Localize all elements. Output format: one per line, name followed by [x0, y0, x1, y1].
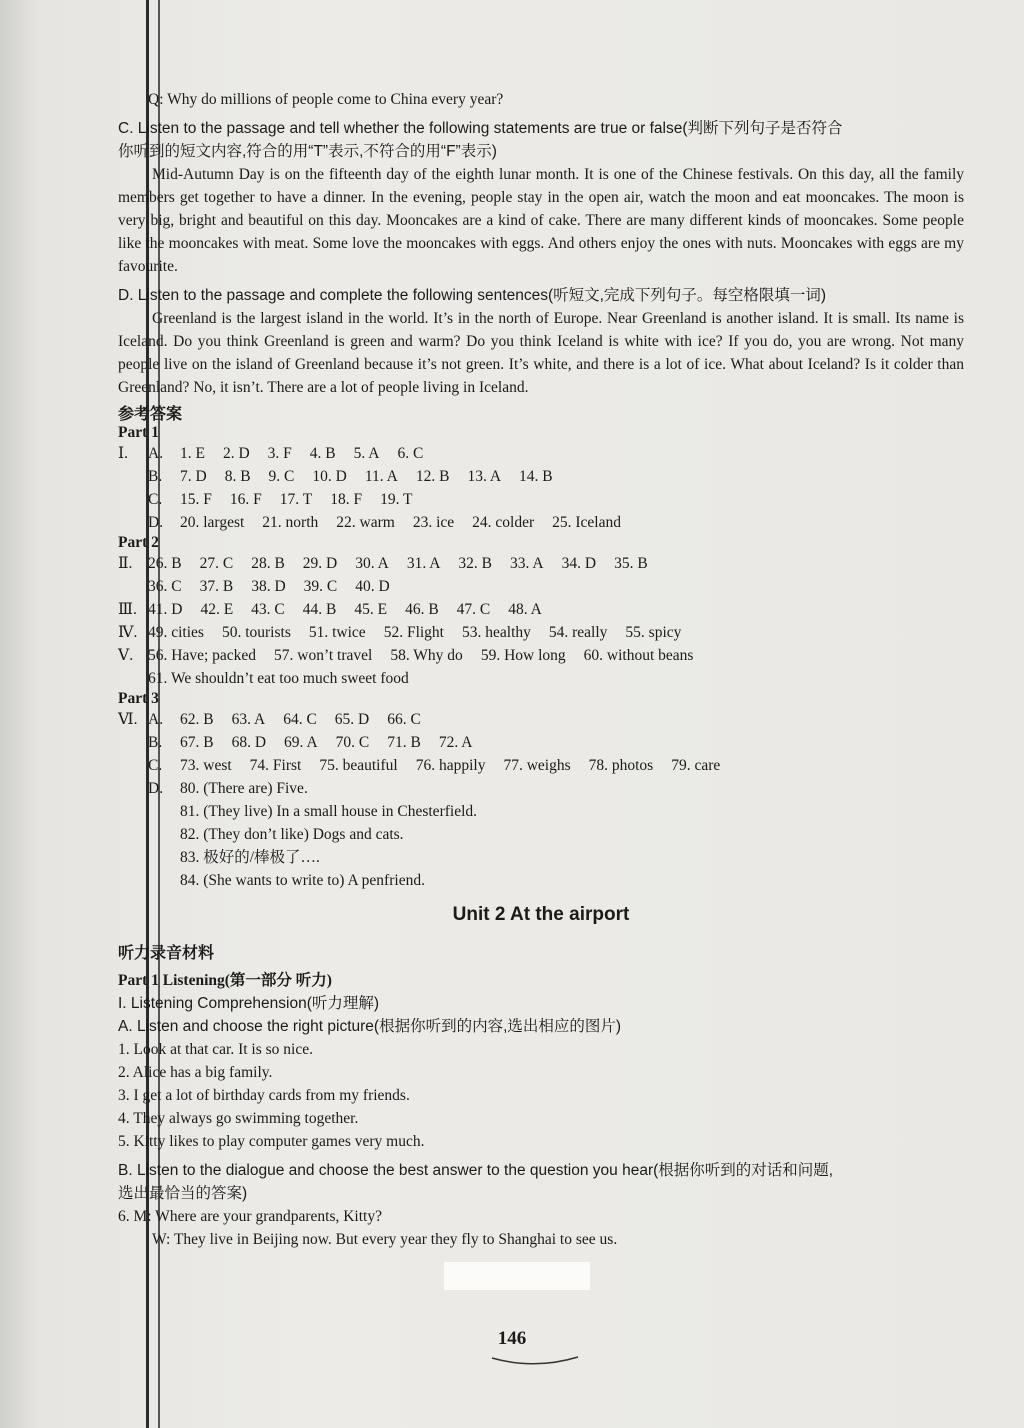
answer-item: 49. cities: [148, 624, 204, 641]
answer-item: 5. A: [353, 445, 380, 462]
answers-part-1: Part 1: [118, 424, 159, 441]
page-content: [118, 88, 964, 1251]
roman-label: Ⅱ.: [118, 555, 133, 572]
answer-row-I-C: [118, 488, 964, 511]
answer-item: 1. E: [180, 445, 205, 462]
dialogue-line-w: W: They live in Beijing now. But every year they fly to Shanghai to see us.: [152, 1231, 618, 1248]
answer-item: 9. C: [268, 468, 295, 485]
white-patch: [444, 1262, 590, 1290]
page-ornament-icon: [490, 1354, 580, 1368]
answer-item: 46. B: [405, 601, 439, 618]
answer-row-IV: [118, 621, 964, 644]
answer-item: 75. beautiful: [319, 757, 398, 774]
section-c-instruction-cont: 你听到的短文内容,符合的用“T”表示,不符合的用“F”表示): [118, 143, 497, 160]
answer-item: 53. healthy: [462, 624, 531, 641]
answer-row-V-2: [118, 667, 964, 690]
answer-item: 30. A: [355, 555, 389, 572]
answer-row-II-2: [118, 575, 964, 598]
answer-item: 23. ice: [412, 514, 455, 531]
answer-item: 68. D: [231, 734, 267, 751]
list-item: 5. Kitty likes to play computer games very much.: [118, 1133, 425, 1150]
answer-row-VI-C: [118, 754, 964, 777]
answer-item: 82. (They don’t like) Dogs and cats.: [180, 826, 404, 843]
answer-item: 25. Iceland: [552, 514, 621, 531]
answer-item: 21. north: [262, 514, 319, 531]
answer-item: 40. D: [355, 578, 390, 595]
answer-item: 56. Have; packed: [148, 647, 257, 664]
answer-item: 24. colder: [472, 514, 535, 531]
unit-title: Unit 2 At the airport: [452, 904, 630, 925]
answer-item: 54. really: [548, 624, 608, 641]
answers-heading: 参考答案: [118, 406, 183, 423]
section-c-instruction: C. Listen to the passage and tell whether the following statements are true or false(判断下列句子是否符合: [118, 120, 843, 137]
answer-item: 27. C: [199, 555, 234, 572]
answer-item: 73. west: [180, 757, 232, 774]
answer-item: 34. D: [561, 555, 597, 572]
answer-item: 28. B: [251, 555, 285, 572]
dialogue-line-m: 6. M: Where are your grandparents, Kitty?: [118, 1208, 382, 1225]
section-b-instruction: B. Listen to the dialogue and choose the best answer to the question you hear(根据你听到的对话和问题,: [118, 1162, 834, 1179]
answer-item: 74. First: [249, 757, 302, 774]
answer-item: 26. B: [148, 555, 182, 572]
answer-item: 62. B: [180, 711, 214, 728]
answer-item: 44. B: [302, 601, 337, 618]
answer-item: 66. C: [387, 711, 421, 728]
answer-item: 81. (They live) In a small house in Chesterfield.: [180, 803, 478, 820]
answer-item: 57. won’t travel: [274, 647, 373, 664]
answer-item: 19. T: [380, 491, 413, 508]
answer-item: 13. A: [467, 468, 502, 485]
answer-item: 48. A: [508, 601, 542, 618]
list-item: 3. I get a lot of birthday cards from my friends.: [118, 1087, 410, 1104]
answer-item: 63. A: [231, 711, 266, 728]
answer-item: 2. D: [222, 445, 250, 462]
roman-label: Ⅰ.: [118, 445, 128, 462]
answer-item: 10. D: [312, 468, 347, 485]
roman-label: Ⅲ.: [118, 601, 137, 618]
answer-row-VI-D-83: [118, 846, 964, 869]
answer-item: 22. warm: [336, 514, 395, 531]
answer-item: 59. How long: [480, 647, 566, 664]
answer-item: 43. C: [251, 601, 285, 618]
answer-item: 61. We shouldn’t eat too much sweet food: [148, 670, 409, 687]
answer-item: 31. A: [406, 555, 441, 572]
sub-label: D.: [148, 514, 164, 531]
answer-row-VI-A: [118, 708, 964, 731]
answer-item: 29. D: [302, 555, 338, 572]
answer-item: 41. D: [148, 601, 183, 618]
answer-item: 14. B: [519, 468, 553, 485]
list-item: 2. Alice has a big family.: [118, 1064, 273, 1081]
answer-item: 76. happily: [415, 757, 486, 774]
answer-item: 4. B: [309, 445, 336, 462]
answer-item: 36. C: [148, 578, 182, 595]
answer-item: 16. F: [229, 491, 262, 508]
section-d-passage: [118, 307, 964, 399]
answer-item: 7. D: [180, 468, 207, 485]
answer-item: 55. spicy: [625, 624, 682, 641]
part1-listening-heading: Part 1 Listening(第一部分 听力): [118, 972, 332, 989]
list-item: 1. Look at that car. It is so nice.: [118, 1041, 313, 1058]
answer-item: 6. C: [397, 445, 424, 462]
answer-item: 50. tourists: [221, 624, 291, 641]
answer-item: 12. B: [415, 468, 450, 485]
answer-item: 33. A: [510, 555, 544, 572]
answer-item: 35. B: [614, 555, 648, 572]
sub-label: A.: [148, 711, 164, 728]
answer-item: 8. B: [224, 468, 251, 485]
listening-materials-heading: 听力录音材料: [118, 945, 215, 962]
roman-label: Ⅴ.: [118, 647, 134, 664]
answer-item: 70. C: [335, 734, 370, 751]
roman-label: Ⅳ.: [118, 624, 138, 641]
sub-label: C.: [148, 757, 163, 774]
answer-item: 17. T: [279, 491, 313, 508]
answer-item: 45. E: [354, 601, 388, 618]
roman-label: Ⅵ.: [118, 711, 138, 728]
answer-row-VI-D-84: [118, 869, 964, 892]
answer-item: 64. C: [283, 711, 317, 728]
list-item: 4. They always go swimming together.: [118, 1110, 359, 1127]
sub-label: A.: [148, 445, 164, 462]
answer-row-VI-D-82: [118, 823, 964, 846]
listening-comprehension: I. Listening Comprehension(听力理解): [118, 995, 380, 1012]
answer-item: 37. B: [199, 578, 234, 595]
section-d-passage-text: Greenland is the largest island in the world. It’s in the north of Europe. Near Greenland is another island. It is small. Its name is Iceland. Do you think Greenland is green and warm? Do you think Iceland is white with ice? If you do, you are wrong. Not many people live on the island of Greenland because it’s not green. It’s white, and there is a lot of ice. What about Iceland? Is it colder than Greenland? No, it isn’t. There are a lot of people living in Iceland.: [118, 310, 964, 396]
answer-row-VI-B: [118, 731, 964, 754]
answer-item: 18. F: [330, 491, 363, 508]
answer-item: 69. A: [284, 734, 318, 751]
answer-item: 67. B: [180, 734, 214, 751]
answer-row-II-1: [118, 552, 964, 575]
answer-item: 47. C: [456, 601, 491, 618]
answer-item: 71. B: [387, 734, 421, 751]
section-d-instruction: D. Listen to the passage and complete the following sentences(听短文,完成下列句子。每空格限填一词): [118, 287, 827, 304]
answer-row-I-B: [118, 465, 964, 488]
sub-label: D.: [148, 780, 164, 797]
answer-row-VI-D-80: [118, 777, 964, 800]
answer-row-V-1: [118, 644, 964, 667]
answer-item: 79. care: [671, 757, 721, 774]
answer-item: 78. photos: [588, 757, 654, 774]
answer-row-VI-D-81: [118, 800, 964, 823]
answer-row-I-D: [118, 511, 964, 534]
answer-item: 58. Why do: [390, 647, 463, 664]
answer-item: 77. weighs: [503, 757, 571, 774]
answer-item: 32. B: [458, 555, 493, 572]
answer-item: 11. A: [364, 468, 398, 485]
section-b-instruction-cont: 选出最恰当的答案): [118, 1185, 248, 1202]
section-a-instruction: A. Listen and choose the right picture(根据你听到的内容,选出相应的图片): [118, 1018, 622, 1035]
section-c-passage-text: Mid-Autumn Day is on the fifteenth day of the eighth lunar month. It is one of the Chinese festivals. On this day, all the family members get together to have a dinner. In the evening, people stay in the open air, watch the moon and eat mooncakes. The moon is very big, bright and beautiful on this day. Mooncakes are a kind of cake. There are many different kinds of mooncakes. Some people like the mooncakes with meat. Some love the mooncakes with eggs. And others enjoy the ones with nuts. Mooncakes with eggs are my favourite.: [118, 166, 964, 275]
sub-label: C.: [148, 491, 163, 508]
answer-item: 20. largest: [180, 514, 245, 531]
sub-label: B.: [148, 734, 163, 751]
answer-item: 3. F: [267, 445, 292, 462]
answer-item: 60. without beans: [583, 647, 694, 664]
answer-item: 51. twice: [308, 624, 366, 641]
answer-item: 52. Flight: [383, 624, 444, 641]
answer-row-I-A: [118, 442, 964, 465]
answer-item: 65. D: [334, 711, 370, 728]
answer-item: 80. (There are) Five.: [180, 780, 308, 797]
answer-row-III: [118, 598, 964, 621]
answers-part-3: Part 3: [118, 690, 159, 707]
answer-item: 72. A: [438, 734, 473, 751]
answers-part-2: Part 2: [118, 534, 159, 551]
question-line: Q: Why do millions of people come to China every year?: [148, 91, 504, 108]
sub-label: B.: [148, 468, 163, 485]
page-number: 146: [497, 1328, 527, 1349]
section-c-passage: [118, 163, 964, 278]
answer-item: 84. (She wants to write to) A penfriend.: [180, 872, 425, 889]
answer-item: 38. D: [251, 578, 286, 595]
answer-item: 39. C: [303, 578, 338, 595]
answer-item: 15. F: [180, 491, 212, 508]
answer-item: 83. 极好的/棒极了….: [180, 849, 320, 866]
answer-item: 42. E: [200, 601, 234, 618]
